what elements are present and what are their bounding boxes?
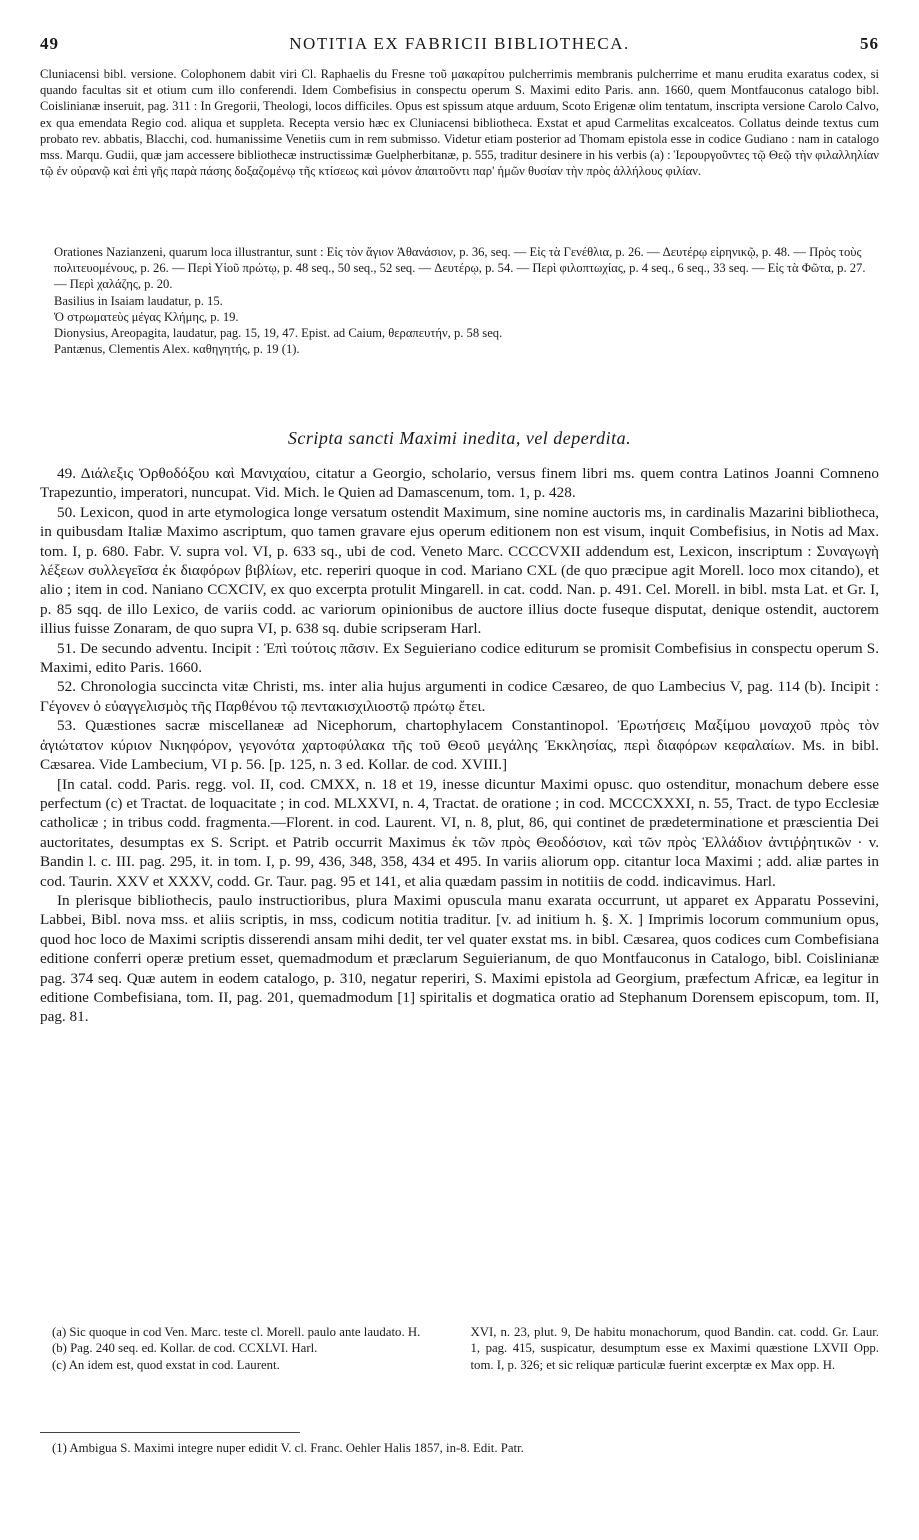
- closing-paragraph: In plerisque bibliothecis, paulo instructioribus, plura Maximi opuscula manu exarata occurrunt, ut apparet ex Apparatu Possevini, Labbei, Bibl. nova mss. et aliis scriptis, in mss, codicum notitia traditur. [v. ad initium h. §. X. ] Imprimis locorum communium opus, quod hoc loco de Maximi scriptis disserendi ansam mihi dedit, ter vel quater exstat ms. in bibl. Cæsarea, quos codices cum Combefisiana editione conferri operæ pretium esset, quemadmodum et præclarum Seguierianum, de quo Montfauconus in Catalogo, bibl. Coislinianæ pag. 374 seq. Quæ autem in eodem catalogo, p. 310, negatur reperiri, S. Maximi epistola ad Georgium, præfectum Africæ, ea legitur in editione Combefisiana, tom. II, pag. 201, quemadmodum [1] spiritalis et dogmatica oratio ad Stephanum Dorensem episcopum, tom. II, pag. 81.: [40, 891, 879, 1026]
- footnote-c: (c) An idem est, quod exstat in cod. Laurent.: [52, 1357, 280, 1372]
- list-item: Ὁ στρωματεὺς μέγας Κλήμης, p. 19.: [54, 309, 239, 324]
- page-number-right: 56: [860, 34, 879, 53]
- list-item: Orationes Nazianzeni, quarum loca illustrantur, sunt : Εἰς τὸν ἅγιον Ἀθανάσιον, p. 36, seq. — Εἰς τὰ Γενέθλια, p. 26. — Δευτέρῳ εἰρηνικῷ, p. 48. — Πρὸς τοὺς πολιτευομένους, p. 26. — Περὶ Υἱοῦ πρώτῳ, p. 48 seq., 50 seq., 52 seq. — Δευτέρῳ, p. 54. — Περὶ φιλοπτωχίας, p. 4 seq., 6 seq., 33 seq. — Εἰς τὰ Φῶτα, p. 27. — Περὶ χαλάζης, p. 20.: [54, 245, 866, 292]
- cited-authors-list: [40, 244, 879, 357]
- entry-52: 52. Chronologia succincta vitæ Christi, ms. inter alia hujus argumenti in codice Cæsareo, de quo Lambecius V, pag. 114 (b). Incipit : Γέγονεν ὁ εὐαγγελισμὸς τῆς Παρθένου τῷ πεντακισχιλιοστῷ πρώτῳ ἔτει.: [40, 678, 879, 715]
- footnote-a: (a) Sic quoque in cod Ven. Marc. teste cl. Morell. paulo ante laudato. H.: [52, 1325, 421, 1339]
- footnote-divider: [40, 1432, 300, 1433]
- top-text-block: [40, 66, 879, 179]
- top-paragraph: Cluniacensi bibl. versione. Colophonem dabit viri Cl. Raphaelis du Fresne τοῦ μακαρίτου pulcherrimis membranis pulcherrime et manu erudita exaratus codex, si quando facultas sit et otium cum illo conferendi. Idem Combefisius in conspectu operum S. Maximi edito Paris. ann. 1660, quem Montfauconus catalogo bibl. Coislinianæ inseruit, pag. 311 : In Gregorii, Theologi, locos difficiles. Opus est spissum atque arduum, Scoto Erigenæ olim tentatum, inscripta versione Carolo Calvo, ex qua emendata Regio cod. aliqua et suppleta. Recepta versio hæc ex Cluniacensi bibliotheca. Exstat et apud Carmelitas excalceatos. Collatus deinde textus cum probato rev. abbatis, Blacchi, cod. humanissime Venetiis cum in rem submisso. Videtur etiam posterior ad Thomam epistola esse in codice Gudiano : nam in catalogo mss. Marqu. Gudii, quæ jam accessere bibliothecæ instructissimæ Guelpherbitanæ, p. 555, traditur desinere in his verbis (a) : Ἱερουργοῦντες τῷ Θεῷ τὴν φιλαλληλίαν τῷ ἐν οὐρανῷ καὶ ἐπὶ γῆς παρὰ πάσης δοξαζομένῳ τῆς κτίσεως καὶ μόνον ἀπαιτοῦντι παρ' ἡμῶν θυσίαν τὴν πρὸς ἀλλήλους φιλίαν.: [40, 67, 879, 179]
- editor-note-text: (1) Ambigua S. Maximi integre nuper edidit V. cl. Franc. Oehler Halis 1857, in-8. Edit. Patr.: [52, 1441, 524, 1455]
- footnotes-left-column: [40, 1324, 449, 1373]
- running-header: [40, 34, 879, 60]
- footnote-c-continued: XVI, n. 23, plut. 9, De habitu monachorum, quod Bandin. cat. codd. Gr. Laur. 1, pag. 415, suspicatur, desumptum esse ex Maximi quæstione LXVII Opp. tom. I, p. 326; et sic reliquæ particulæ fuerint excerptæ ex Max opp. H.: [470, 1325, 879, 1372]
- section-heading: Scripta sancti Maximi inedita, vel deperdita.: [287, 428, 632, 448]
- running-title: NOTITIA EX FABRICII BIBLIOTHECA.: [289, 34, 630, 53]
- page-number-left: 49: [40, 34, 59, 53]
- entry-53: 53. Quæstiones sacræ miscellaneæ ad Nicephorum, chartophylacem Constantinopol. Ἐρωτήσεις Μαξίμου μοναχοῦ πρὸς τὸν ἁγιώτατον κύριον Νικηφόρον, γεγονότα χαρτοφύλακα τῆς τοῦ Θεοῦ μεγάλης Ἐκκλησίας, περὶ διαφόρων κεφαλαίων. Ms. in bibl. Cæsarea. Vide Lambecium, VI p. 56. [p. 125, n. 3 ed. Kollar. de cod. XVIII.]: [40, 717, 879, 774]
- list-item: Dionysius, Areopagita, laudatur, pag. 15, 19, 47. Epist. ad Caium, θεραπευτήν, p. 58 seq.: [54, 326, 503, 341]
- main-text-block: [40, 464, 879, 1027]
- list-item: Pantænus, Clementis Alex. καθηγητής, p. 19 (1).: [54, 342, 300, 357]
- entry-51: 51. De secundo adventu. Incipit : Ἐπὶ τούτοις πᾶσιν. Ex Seguieriano codice editurum se promisit Combefisius in conspectu operum S. Maximi, edito Paris. 1660.: [40, 639, 879, 677]
- entry-50: 50. Lexicon, quod in arte etymologica longe versatum ostendit Maximum, sine nomine auctoris ms, in cardinalis Mazarini bibliotheca, in quibusdam Italiæ Maximo ascriptum, quo tamen gravare ejus operum editionem non est visum, inquit Combefisius, in Notis ad Max. tom. I, p. 680. Fabr. V. supra vol. VI, p. 633 sq., ubi de cod. Veneto Marc. CCCCVXII addendum est, Lexicon, inscriptum : Συναγωγὴ λέξεων συλλεγεῖσα ἐκ διαφόρων βιβλίων, etc. reperiri quoque in cod. Mariano CXL (de quo præcipue agit Morell. loco mox citando), et alio ; item in cod. Naniano CCXCIV, ex quo excerpta protulit Mingarell. in cat. codd. Nan. p. 491. Cel. Morell. in bibl. msta Lat. et Gr. I, p. 85 sqq. de illo Lexico, de variis codd. ac variorum opinionibus de auctore illius docte fuseque disputat, denique ostendit, auctorem illius fuisse Zonaram, de quo supra VI, p. 638 sq. dubie scripseram Harl.: [40, 503, 879, 638]
- bracketed-note: [In catal. codd. Paris. regg. vol. II, cod. CMXX, n. 18 et 19, inesse dicuntur Maximi opusc. quo ostenditur, monachum debere esse perfectum (c) et Tractat. de loquacitate ; in cod. MLXXVI, n. 4, Tractat. de oratione ; in cod. MCCCXXXI, n. 55, Tract. de typo Ecclesiæ catholicæ ; in tribus codd. fragmenta.—Florent. in cod. Laurent. VI, n. 8, plut, 86, qui continet de prædeterminatione et præscientia Dei auctoritates, desumptas ex S. Script. et Patrib occurrit Maximus ἐκ τῶν πρὸς Θεοδόσιον, καὶ τῶν πρὸς Ἑλλάδιον ἀντιῤῥητικῶν · v. Bandin l. c. III. pag. 295, it. in tom. I, p. 99, 436, 348, 358, 434 et 495. In variis aliorum opp. citantur loca Maximi ; add. aliæ partes in cod. Taurin. XXV et XXXV, codd. Gr. Taur. pag. 95 et 141, et alia quædam passim in notitiis de codd. indicavimus. Harl.: [40, 775, 879, 890]
- editor-note: [40, 1440, 879, 1456]
- footnotes-right-column: [471, 1324, 880, 1373]
- entry-49: 49. Διάλεξις Ὀρθοδόξου καὶ Μανιχαίου, citatur a Georgio, scholario, versus finem libri ms. quem contra Latinos Joanni Comneno Trapezuntio, imperatori, nuncupat. Vid. Mich. le Quien ad Damascenum, tom. 1, p. 428.: [40, 465, 879, 502]
- list-item: Basilius in Isaiam laudatur, p. 15.: [54, 293, 223, 308]
- footnote-b: (b) Pag. 240 seq. ed. Kollar. de cod. CCXLVI. Harl.: [52, 1341, 318, 1356]
- footnotes: [40, 1324, 879, 1373]
